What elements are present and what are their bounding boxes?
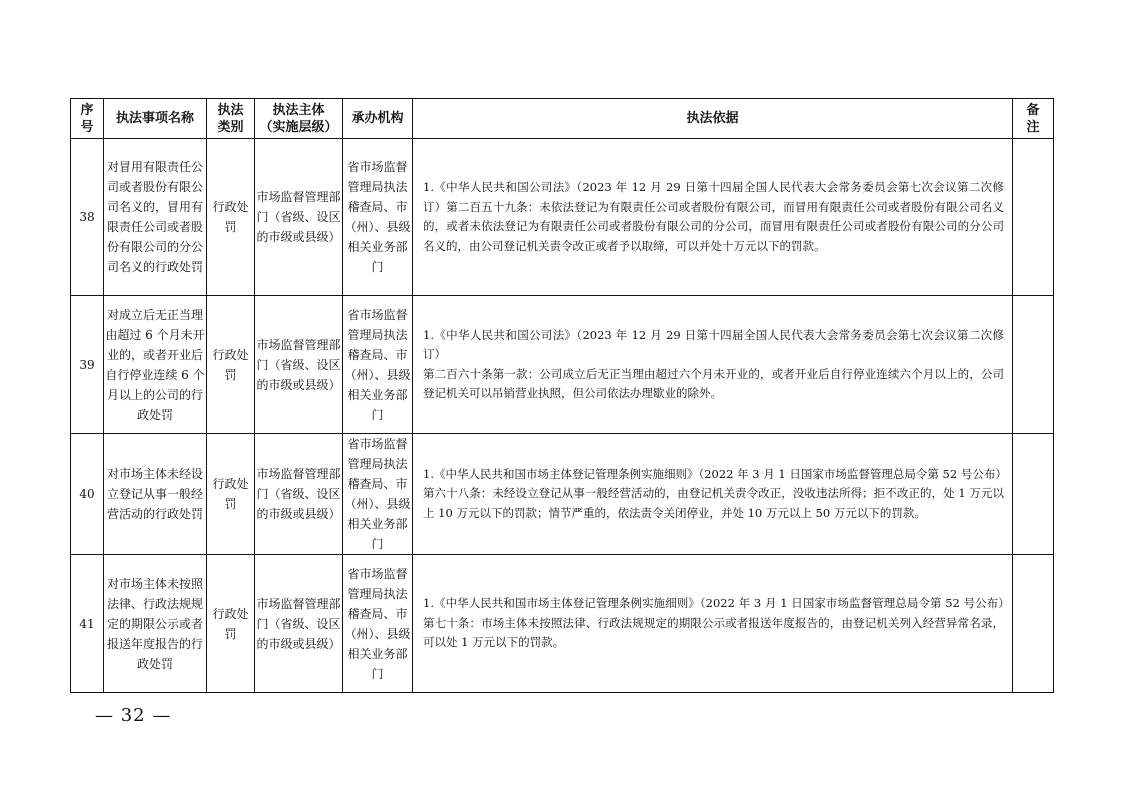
row-subject: 市场监督管理部门（省级、设区的市级或县级） [255,555,343,693]
header-subject [255,99,343,139]
header-category-line-1: 执法 [217,102,244,118]
table-row [71,434,1054,555]
row-agency: 省市场监督管理局执法稽查局、市（州）、县级相关业务部门 [343,434,413,555]
row-seq: 40 [71,434,104,555]
header-agency-label: 承办机构 [351,111,404,126]
row-basis [413,555,1013,693]
header-subject-line-2: （实施层级） [259,119,338,135]
row-remark [1013,434,1054,555]
row-basis [413,296,1013,434]
row-item-name: 对成立后无正当理由超过 6 个月未开业的，或者开业后自行停业连续 6 个月以上的公司的行政处罚 [104,296,207,434]
basis-paragraph: 第六十八条：未经设立登记从事一般经营活动的，由登记机关责令改正，没收违法所得；拒不改正的，处 1 万元以上 10 万元以下的罚款；情节严重的，依法责令关闭停业，并处 10 万元以上 50 万元以下的罚款。 [423,486,1004,520]
row-category: 行政处罚 [207,296,255,434]
table-header-row [71,99,1054,139]
header-seq [71,99,104,139]
header-category [207,99,255,139]
table-row [71,296,1054,434]
row-category: 行政处罚 [207,139,255,296]
basis-paragraph: 1.《中华人民共和国公司法》（2023 年 12 月 29 日第十四届全国人民代表大会常务委员会第七次会议第二次修订） [423,327,1004,361]
row-agency: 省市场监督管理局执法稽查局、市（州）、县级相关业务部门 [343,555,413,693]
header-agency [343,99,413,139]
row-item-name: 对冒用有限责任公司或者股份有限公司名义的，冒用有限责任公司或者股份有限公司的分公司名义的行政处罚 [104,139,207,296]
row-seq: 39 [71,296,104,434]
basis-paragraph: 1.《中华人民共和国公司法》（2023 年 12 月 29 日第十四届全国人民代表大会常务委员会第七次会议第二次修订）第二百五十九条：未依法登记为有限责任公司或者股份有限公司，而冒用有限责任公司或者股份有限公司名义的，或者未依法登记为有限责任公司或者股份有限公司的分公司，而冒用有限责任公司或者股份有限公司的分公司名义的，由公司登记机关责令改正或者予以取缔，可以并处十万元以下的罚款。 [423,180,1004,253]
table-row [71,555,1054,693]
row-seq: 38 [71,139,104,296]
row-basis [413,434,1013,555]
row-agency: 省市场监督管理局执法稽查局、市（州）、县级相关业务部门 [343,296,413,434]
row-category: 行政处罚 [207,434,255,555]
page-number: — 32 — [95,705,172,726]
header-basis [413,99,1013,139]
basis-paragraph: 1.《中华人民共和国市场主体登记管理条例实施细则》（2022 年 3 月 1 日国家市场监督管理总局令第 52 号公布） [423,466,1007,481]
header-remark-line-2: 注 [1026,119,1040,135]
header-seq-line-1: 序 [80,102,94,118]
header-subject-line-1: 执法主体 [272,102,325,118]
table-row [71,139,1054,296]
header-seq-line-2: 号 [80,119,94,135]
header-remark [1013,99,1054,139]
row-item-name: 对市场主体未经设立登记从事一般经营活动的行政处罚 [104,434,207,555]
row-seq: 41 [71,555,104,693]
row-remark [1013,296,1054,434]
header-category-line-2: 类别 [217,119,244,135]
row-subject: 市场监督管理部门（省级、设区的市级或县级） [255,139,343,296]
row-subject: 市场监督管理部门（省级、设区的市级或县级） [255,434,343,555]
header-basis-label: 执法依据 [686,111,739,126]
basis-paragraph: 1.《中华人民共和国市场主体登记管理条例实施细则》（2022 年 3 月 1 日国家市场监督管理总局令第 52 号公布）第七十条：市场主体未按照法律、行政法规规定的期限公示或者报送年度报告的，由登记机关列入经营异常名录，可以处 1 万元以下的罚款。 [423,596,1004,650]
row-subject: 市场监督管理部门（省级、设区的市级或县级） [255,296,343,434]
row-item-name: 对市场主体未按照法律、行政法规规定的期限公示或者报送年度报告的行政处罚 [104,555,207,693]
basis-paragraph: 第二百六十条第一款：公司成立后无正当理由超过六个月未开业的，或者开业后自行停业连续六个月以上的，公司登记机关可以吊销营业执照，但公司依法办理歇业的除外。 [423,366,1004,400]
row-basis [413,139,1013,296]
enforcement-items-table [70,98,1054,693]
row-remark [1013,139,1054,296]
row-agency: 省市场监督管理局执法稽查局、市（州）、县级相关业务部门 [343,139,413,296]
row-remark [1013,555,1054,693]
header-remark-line-1: 备 [1026,102,1040,118]
header-item-name [104,99,207,139]
header-item-name-label: 执法事项名称 [115,111,194,126]
row-category: 行政处罚 [207,555,255,693]
